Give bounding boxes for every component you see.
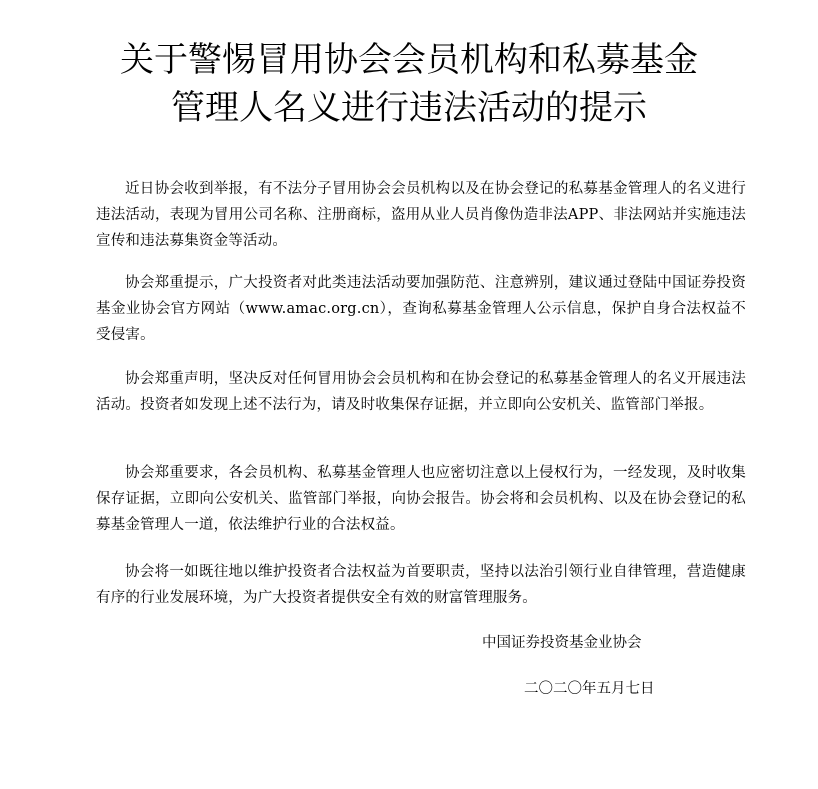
notice-paragraph-3: 协会郑重声明，坚决反对任何冒用协会会员机构和在协会登记的私募基金管理人的名义开展违法活动。投资者如发现上述不法行为，请及时收集保存证据，并立即向公安机关、监管部门举报。 — [96, 371, 746, 413]
notice-title-line-2: 管理人名义进行违法活动的提示 — [171, 88, 647, 128]
signature-date: 二〇二〇年五月七日 — [524, 681, 655, 697]
notice-paragraph-1: 近日协会收到举报，有不法分子冒用协会会员机构以及在协会登记的私募基金管理人的名义进行违法活动，表现为冒用公司名称、注册商标，盗用从业人员肖像伪造非法APP、非法网站并实施违法宣传和违法募集资金等活动。 — [96, 181, 746, 249]
notice-paragraph-2: 协会郑重提示，广大投资者对此类违法活动要加强防范、注意辨别，建议通过登陆中国证券投资基金业协会官方网站（www.amac.org.cn），查询私募基金管理人公示信息，保护自身合法权益不受侵害。 — [96, 275, 746, 343]
notice-title-line-1: 关于警惕冒用协会会员机构和私募基金 — [120, 40, 698, 80]
notice-paragraph-4: 协会郑重要求，各会员机构、私募基金管理人也应密切注意以上侵权行为，一经发现，及时收集保存证据，立即向公安机关、监管部门举报，向协会报告。协会将和会员机构、以及在协会登记的私募基金管理人一道，依法维护行业的合法权益。 — [96, 465, 746, 533]
notice-paragraph-5: 协会将一如既往地以维护投资者合法权益为首要职责，坚持以法治引领行业自律管理，营造健康有序的行业发展环境，为广大投资者提供安全有效的财富管理服务。 — [96, 564, 746, 606]
signature-organization: 中国证券投资基金业协会 — [482, 635, 642, 651]
